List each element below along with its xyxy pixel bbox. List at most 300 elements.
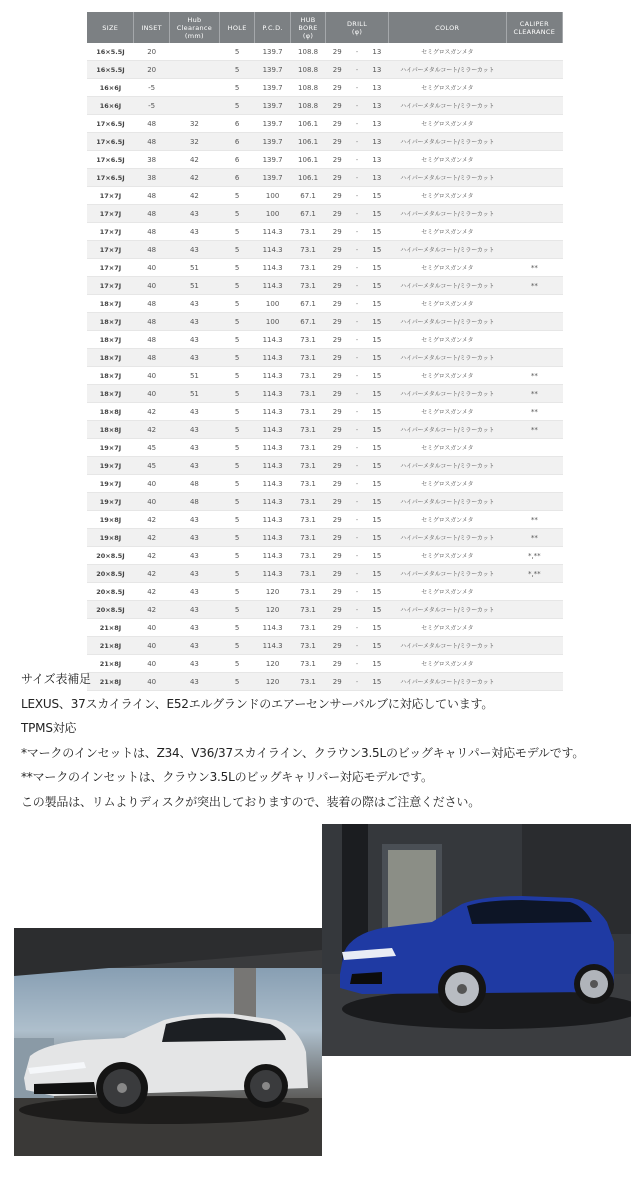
cell-dash: - — [349, 619, 366, 637]
cell-bore: 73.1 — [290, 655, 325, 673]
cell-pcd: 139.7 — [255, 169, 290, 187]
cell-hub: 43 — [169, 331, 219, 349]
cell-color: セミグロスガンメタ — [388, 43, 506, 61]
cell-dash: - — [349, 313, 366, 331]
col-hole: HOLE — [219, 12, 254, 43]
cell-d2: 13 — [365, 169, 388, 187]
cell-d1: 29 — [326, 439, 349, 457]
cell-d2: 13 — [365, 79, 388, 97]
cell-hole: 5 — [219, 583, 254, 601]
cell-inset: 48 — [134, 133, 169, 151]
cell-d2: 13 — [365, 151, 388, 169]
cell-size: 21×8J — [87, 637, 134, 655]
cell-hole: 5 — [219, 655, 254, 673]
cell-dash: - — [349, 43, 366, 61]
cell-color: セミグロスガンメタ — [388, 187, 506, 205]
cell-d1: 29 — [326, 349, 349, 367]
cell-d1: 29 — [326, 169, 349, 187]
cell-size: 21×8J — [87, 619, 134, 637]
cell-d1: 29 — [326, 133, 349, 151]
cell-d2: 15 — [365, 655, 388, 673]
cell-dash: - — [349, 565, 366, 583]
cell-bore: 73.1 — [290, 637, 325, 655]
cell-hole: 5 — [219, 403, 254, 421]
cell-dash: - — [349, 241, 366, 259]
cell-caliper: ** — [506, 511, 562, 529]
cell-hub: 43 — [169, 655, 219, 673]
cell-size: 18×7J — [87, 331, 134, 349]
cell-bore: 73.1 — [290, 565, 325, 583]
col-caliper-line2: CLEARANCE — [513, 27, 556, 36]
cell-d2: 15 — [365, 583, 388, 601]
cell-size: 17×7J — [87, 223, 134, 241]
table-row — [87, 583, 563, 601]
cell-d2: 15 — [365, 457, 388, 475]
cell-color: ハイパーメタルコート/ミラーカット — [388, 205, 506, 223]
cell-hub: 43 — [169, 457, 219, 475]
cell-hub: 43 — [169, 673, 219, 691]
cell-inset: 48 — [134, 331, 169, 349]
cell-caliper — [506, 169, 562, 187]
white-crossover-illustration — [14, 928, 322, 1156]
table-row — [87, 169, 563, 187]
cell-inset: 45 — [134, 457, 169, 475]
table-row — [87, 79, 563, 97]
cell-hub: 51 — [169, 277, 219, 295]
cell-bore: 73.1 — [290, 439, 325, 457]
cell-color: セミグロスガンメタ — [388, 439, 506, 457]
cell-hub: 48 — [169, 475, 219, 493]
cell-hub: 43 — [169, 565, 219, 583]
cell-d1: 29 — [326, 277, 349, 295]
cell-hub: 43 — [169, 511, 219, 529]
cell-caliper: *,** — [506, 547, 562, 565]
table-row — [87, 439, 563, 457]
cell-hub: 43 — [169, 241, 219, 259]
cell-pcd: 114.3 — [255, 565, 290, 583]
cell-d1: 29 — [326, 295, 349, 313]
cell-d2: 15 — [365, 259, 388, 277]
cell-hole: 5 — [219, 439, 254, 457]
table-row — [87, 151, 563, 169]
cell-d1: 29 — [326, 385, 349, 403]
cell-hub: 43 — [169, 583, 219, 601]
cell-caliper — [506, 115, 562, 133]
cell-size: 18×7J — [87, 295, 134, 313]
cell-color: ハイパーメタルコート/ミラーカット — [388, 385, 506, 403]
cell-pcd: 114.3 — [255, 619, 290, 637]
table-row — [87, 295, 563, 313]
cell-hub: 51 — [169, 385, 219, 403]
cell-hub — [169, 79, 219, 97]
cell-bore: 106.1 — [290, 151, 325, 169]
cell-color: セミグロスガンメタ — [388, 547, 506, 565]
cell-dash: - — [349, 637, 366, 655]
cell-color: ハイパーメタルコート/ミラーカット — [388, 421, 506, 439]
cell-pcd: 120 — [255, 673, 290, 691]
cell-color: セミグロスガンメタ — [388, 619, 506, 637]
cell-hub — [169, 97, 219, 115]
cell-bore: 108.8 — [290, 79, 325, 97]
double-asterisk-note: **マークのインセットは、クラウン3.5Lのビッグキャリパー対応モデルです。 — [21, 770, 433, 784]
cell-caliper — [506, 61, 562, 79]
cell-inset: 48 — [134, 187, 169, 205]
cell-bore: 67.1 — [290, 313, 325, 331]
cell-d2: 15 — [365, 421, 388, 439]
col-hub-bore — [290, 12, 325, 43]
cell-d1: 29 — [326, 583, 349, 601]
cell-bore: 73.1 — [290, 277, 325, 295]
cell-pcd: 114.3 — [255, 241, 290, 259]
cell-size: 20×8.5J — [87, 565, 134, 583]
cell-dash: - — [349, 511, 366, 529]
cell-d1: 29 — [326, 619, 349, 637]
cell-caliper — [506, 331, 562, 349]
cell-inset: 20 — [134, 43, 169, 61]
cell-pcd: 114.3 — [255, 223, 290, 241]
cell-hub: 43 — [169, 205, 219, 223]
cell-inset: 42 — [134, 403, 169, 421]
cell-inset: 40 — [134, 655, 169, 673]
cell-d2: 15 — [365, 529, 388, 547]
cell-dash: - — [349, 529, 366, 547]
cell-hole: 5 — [219, 673, 254, 691]
col-caliper-clearance — [506, 12, 562, 43]
cell-size: 17×6.5J — [87, 133, 134, 151]
cell-bore: 67.1 — [290, 205, 325, 223]
cell-pcd: 114.3 — [255, 403, 290, 421]
cell-d2: 15 — [365, 295, 388, 313]
cell-bore: 73.1 — [290, 331, 325, 349]
cell-hub — [169, 61, 219, 79]
cell-dash: - — [349, 277, 366, 295]
cell-bore: 73.1 — [290, 547, 325, 565]
cell-size: 18×8J — [87, 403, 134, 421]
cell-d1: 29 — [326, 115, 349, 133]
cell-size: 16×6J — [87, 97, 134, 115]
cell-inset: 38 — [134, 151, 169, 169]
blue-suv-illustration — [322, 824, 631, 1056]
cell-d2: 13 — [365, 97, 388, 115]
cell-inset: 40 — [134, 367, 169, 385]
cell-size: 16×5.5J — [87, 61, 134, 79]
cell-d1: 29 — [326, 403, 349, 421]
cell-color: セミグロスガンメタ — [388, 475, 506, 493]
cell-hole: 5 — [219, 79, 254, 97]
cell-pcd: 114.3 — [255, 547, 290, 565]
cell-caliper — [506, 187, 562, 205]
cell-hub: 43 — [169, 529, 219, 547]
cell-dash: - — [349, 331, 366, 349]
cell-hole: 5 — [219, 241, 254, 259]
cell-inset: 48 — [134, 223, 169, 241]
cell-inset: 40 — [134, 259, 169, 277]
cell-caliper — [506, 439, 562, 457]
cell-caliper — [506, 205, 562, 223]
cell-hole: 6 — [219, 133, 254, 151]
cell-pcd: 114.3 — [255, 439, 290, 457]
cell-bore: 73.1 — [290, 673, 325, 691]
cell-inset: 42 — [134, 511, 169, 529]
cell-caliper — [506, 583, 562, 601]
table-row — [87, 43, 563, 61]
table-row — [87, 367, 563, 385]
cell-pcd: 120 — [255, 583, 290, 601]
cell-dash: - — [349, 79, 366, 97]
cell-caliper: *,** — [506, 565, 562, 583]
cell-inset: 48 — [134, 349, 169, 367]
cell-d1: 29 — [326, 259, 349, 277]
cell-caliper: ** — [506, 421, 562, 439]
cell-inset: 48 — [134, 313, 169, 331]
cell-pcd: 114.3 — [255, 529, 290, 547]
cell-hub: 43 — [169, 403, 219, 421]
cell-d2: 13 — [365, 133, 388, 151]
cell-inset: 38 — [134, 169, 169, 187]
cell-color: ハイパーメタルコート/ミラーカット — [388, 637, 506, 655]
cell-hole: 5 — [219, 223, 254, 241]
size-note-title: サイズ表補足 — [21, 672, 91, 686]
cell-pcd: 114.3 — [255, 511, 290, 529]
cell-color: ハイパーメタルコート/ミラーカット — [388, 565, 506, 583]
cell-d2: 13 — [365, 115, 388, 133]
table-row — [87, 259, 563, 277]
cell-color: セミグロスガンメタ — [388, 79, 506, 97]
cell-inset: -5 — [134, 97, 169, 115]
cell-dash: - — [349, 97, 366, 115]
cell-d1: 29 — [326, 475, 349, 493]
table-row — [87, 277, 563, 295]
cell-pcd: 114.3 — [255, 367, 290, 385]
cell-color: セミグロスガンメタ — [388, 223, 506, 241]
cell-size: 20×8.5J — [87, 547, 134, 565]
cell-dash: - — [349, 493, 366, 511]
cell-caliper — [506, 133, 562, 151]
cell-d1: 29 — [326, 673, 349, 691]
cell-hole: 5 — [219, 259, 254, 277]
table-body — [87, 43, 563, 691]
col-inset: INSET — [134, 12, 169, 43]
col-hub-bore-line3: (φ) — [302, 31, 314, 40]
cell-d2: 15 — [365, 637, 388, 655]
cell-d1: 29 — [326, 565, 349, 583]
cell-hub: 42 — [169, 169, 219, 187]
cell-d1: 29 — [326, 457, 349, 475]
table-row — [87, 115, 563, 133]
cell-hub: 43 — [169, 547, 219, 565]
table-row — [87, 133, 563, 151]
cell-color: ハイパーメタルコート/ミラーカット — [388, 493, 506, 511]
cell-caliper: ** — [506, 385, 562, 403]
cell-size: 18×7J — [87, 349, 134, 367]
cell-d2: 15 — [365, 673, 388, 691]
cell-d2: 15 — [365, 349, 388, 367]
col-caliper-line1: CALIPER — [519, 19, 549, 28]
cell-dash: - — [349, 151, 366, 169]
table-row — [87, 61, 563, 79]
cell-d1: 29 — [326, 223, 349, 241]
table-row — [87, 349, 563, 367]
cell-bore: 73.1 — [290, 349, 325, 367]
cell-caliper — [506, 79, 562, 97]
cell-d1: 29 — [326, 655, 349, 673]
cell-dash: - — [349, 673, 366, 691]
cell-pcd: 114.3 — [255, 493, 290, 511]
sensor-note: LEXUS、37スカイライン、E52エルグランドのエアーセンサーバルブに対応しています。 — [21, 696, 494, 711]
cell-pcd: 120 — [255, 655, 290, 673]
cell-hole: 5 — [219, 529, 254, 547]
cell-caliper: ** — [506, 403, 562, 421]
cell-hole: 5 — [219, 601, 254, 619]
table-row — [87, 187, 563, 205]
col-drill-line2: (φ) — [351, 27, 363, 36]
cell-d2: 15 — [365, 313, 388, 331]
cell-color: セミグロスガンメタ — [388, 115, 506, 133]
cell-size: 18×7J — [87, 385, 134, 403]
cell-size: 19×7J — [87, 457, 134, 475]
cell-hub — [169, 43, 219, 61]
cell-d1: 29 — [326, 637, 349, 655]
tpms-note: TPMS対応 — [21, 721, 77, 735]
cell-color: ハイパーメタルコート/ミラーカット — [388, 457, 506, 475]
cell-dash: - — [349, 115, 366, 133]
table-row — [87, 403, 563, 421]
cell-inset: 48 — [134, 115, 169, 133]
col-hub-bore-line1: HUB — [300, 15, 316, 24]
cell-hole: 5 — [219, 367, 254, 385]
cell-hub: 42 — [169, 151, 219, 169]
cell-hole: 5 — [219, 385, 254, 403]
cell-d1: 29 — [326, 205, 349, 223]
cell-inset: 40 — [134, 385, 169, 403]
table-header-row — [87, 12, 563, 43]
cell-d1: 29 — [326, 61, 349, 79]
cell-d2: 15 — [365, 331, 388, 349]
cell-hole: 5 — [219, 97, 254, 115]
spec-table-container — [87, 12, 563, 691]
cell-size: 17×7J — [87, 277, 134, 295]
cell-inset: 42 — [134, 547, 169, 565]
cell-pcd: 139.7 — [255, 133, 290, 151]
cell-caliper — [506, 493, 562, 511]
cell-dash: - — [349, 655, 366, 673]
notes-section — [21, 667, 631, 814]
cell-inset: 48 — [134, 241, 169, 259]
cell-d2: 15 — [365, 277, 388, 295]
cell-inset: 45 — [134, 439, 169, 457]
cell-hub: 51 — [169, 259, 219, 277]
cell-bore: 73.1 — [290, 241, 325, 259]
cell-bore: 106.1 — [290, 169, 325, 187]
cell-d2: 15 — [365, 547, 388, 565]
cell-bore: 108.8 — [290, 61, 325, 79]
cell-d1: 29 — [326, 493, 349, 511]
cell-hub: 42 — [169, 187, 219, 205]
cell-hub: 43 — [169, 421, 219, 439]
col-hub-bore-line2: BORE — [298, 23, 318, 32]
cell-d2: 15 — [365, 511, 388, 529]
cell-color: セミグロスガンメタ — [388, 151, 506, 169]
cell-hole: 5 — [219, 295, 254, 313]
col-size: SIZE — [87, 12, 134, 43]
cell-hole: 5 — [219, 61, 254, 79]
cell-size: 19×7J — [87, 493, 134, 511]
cell-pcd: 114.3 — [255, 385, 290, 403]
cell-d1: 29 — [326, 421, 349, 439]
cell-hole: 5 — [219, 493, 254, 511]
cell-color: セミグロスガンメタ — [388, 511, 506, 529]
cell-hub: 48 — [169, 493, 219, 511]
cell-caliper — [506, 43, 562, 61]
cell-bore: 73.1 — [290, 529, 325, 547]
cell-pcd: 114.3 — [255, 277, 290, 295]
cell-inset: 40 — [134, 475, 169, 493]
cell-d2: 15 — [365, 367, 388, 385]
cell-color: ハイパーメタルコート/ミラーカット — [388, 529, 506, 547]
cell-d1: 29 — [326, 511, 349, 529]
cell-pcd: 139.7 — [255, 151, 290, 169]
cell-pcd: 100 — [255, 313, 290, 331]
cell-hole: 5 — [219, 187, 254, 205]
cell-color: セミグロスガンメタ — [388, 259, 506, 277]
cell-pcd: 139.7 — [255, 97, 290, 115]
cell-caliper — [506, 223, 562, 241]
table-row — [87, 457, 563, 475]
cell-pcd: 114.3 — [255, 349, 290, 367]
cell-size: 19×7J — [87, 439, 134, 457]
cell-inset: 20 — [134, 61, 169, 79]
cell-d1: 29 — [326, 241, 349, 259]
cell-dash: - — [349, 547, 366, 565]
cell-bore: 73.1 — [290, 493, 325, 511]
cell-pcd: 114.3 — [255, 421, 290, 439]
table-row — [87, 223, 563, 241]
cell-color: ハイパーメタルコート/ミラーカット — [388, 97, 506, 115]
cell-size: 19×7J — [87, 475, 134, 493]
cell-pcd: 139.7 — [255, 115, 290, 133]
cell-hub: 43 — [169, 619, 219, 637]
cell-bore: 108.8 — [290, 97, 325, 115]
cell-bore: 106.1 — [290, 133, 325, 151]
cell-pcd: 139.7 — [255, 43, 290, 61]
cell-inset: 40 — [134, 619, 169, 637]
cell-caliper: ** — [506, 277, 562, 295]
cell-size: 17×7J — [87, 187, 134, 205]
cell-dash: - — [349, 295, 366, 313]
table-row — [87, 511, 563, 529]
cell-hub: 32 — [169, 133, 219, 151]
cell-hole: 5 — [219, 331, 254, 349]
cell-size: 17×6.5J — [87, 169, 134, 187]
cell-inset: 42 — [134, 565, 169, 583]
table-row — [87, 601, 563, 619]
cell-dash: - — [349, 583, 366, 601]
table-row — [87, 565, 563, 583]
cell-bore: 108.8 — [290, 43, 325, 61]
cell-bore: 67.1 — [290, 295, 325, 313]
cell-caliper — [506, 637, 562, 655]
cell-hub: 43 — [169, 601, 219, 619]
cell-hole: 5 — [219, 349, 254, 367]
cell-hole: 5 — [219, 277, 254, 295]
cell-size: 17×7J — [87, 259, 134, 277]
table-row — [87, 97, 563, 115]
cell-color: セミグロスガンメタ — [388, 331, 506, 349]
cell-pcd: 114.3 — [255, 331, 290, 349]
table-row — [87, 475, 563, 493]
table-row — [87, 331, 563, 349]
cell-dash: - — [349, 367, 366, 385]
